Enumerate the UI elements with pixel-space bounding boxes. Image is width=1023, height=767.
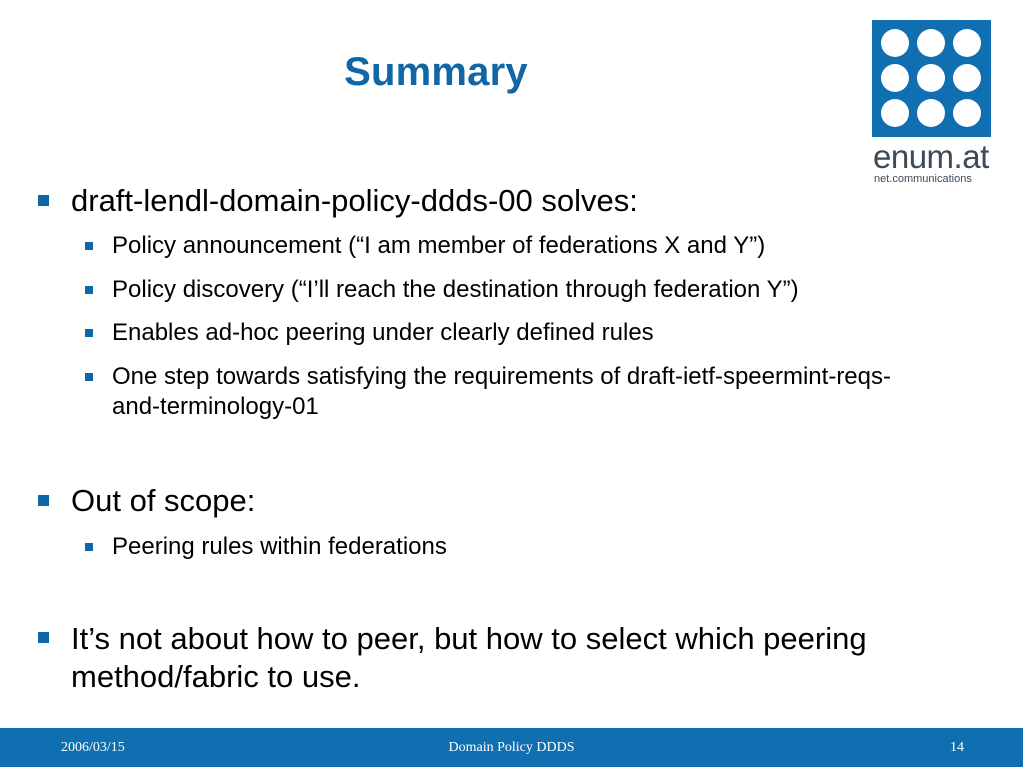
bullet-item: Out of scope: (71, 483, 256, 518)
sub-bullet-item: Peering rules within federations (112, 533, 447, 560)
sub-bullet-item: One step towards satisfying the requirements of draft-ietf-speermint-reqs-and-terminology-01 (112, 363, 891, 420)
bullet-marker-square-icon (38, 495, 49, 506)
logo-wordmark: enum.at (873, 138, 989, 175)
bullet-marker-square-icon (38, 632, 49, 643)
logo-tagline: net.communications (874, 173, 972, 185)
sub-bullet-item: Policy discovery (“I’ll reach the destination through federation Y”) (112, 276, 799, 303)
footer-date: 2006/03/15 (61, 740, 125, 755)
sub-bullet-item: Policy announcement (“I am member of federations X and Y”) (112, 232, 766, 259)
sub-bullet-item: Enables ad-hoc peering under clearly defined rules (112, 319, 654, 346)
slide-title: Summary (344, 50, 528, 94)
sub-bullet-marker-square-icon (85, 329, 93, 337)
bullet-marker-square-icon (38, 195, 49, 206)
sub-bullet-marker-square-icon (85, 242, 93, 250)
sub-bullet-marker-square-icon (85, 286, 93, 294)
footer-title: Domain Policy DDDS (448, 740, 575, 755)
bullet-item: It’s not about how to peer, but how to select which peering method/fabric to use. (71, 621, 867, 694)
page-number: 14 (950, 740, 964, 755)
sub-bullet-marker-square-icon (85, 373, 93, 381)
slide-footer (0, 728, 1023, 767)
sub-bullet-marker-square-icon (85, 543, 93, 551)
bullet-item: draft-lendl-domain-policy-ddds-00 solves: (71, 183, 638, 218)
